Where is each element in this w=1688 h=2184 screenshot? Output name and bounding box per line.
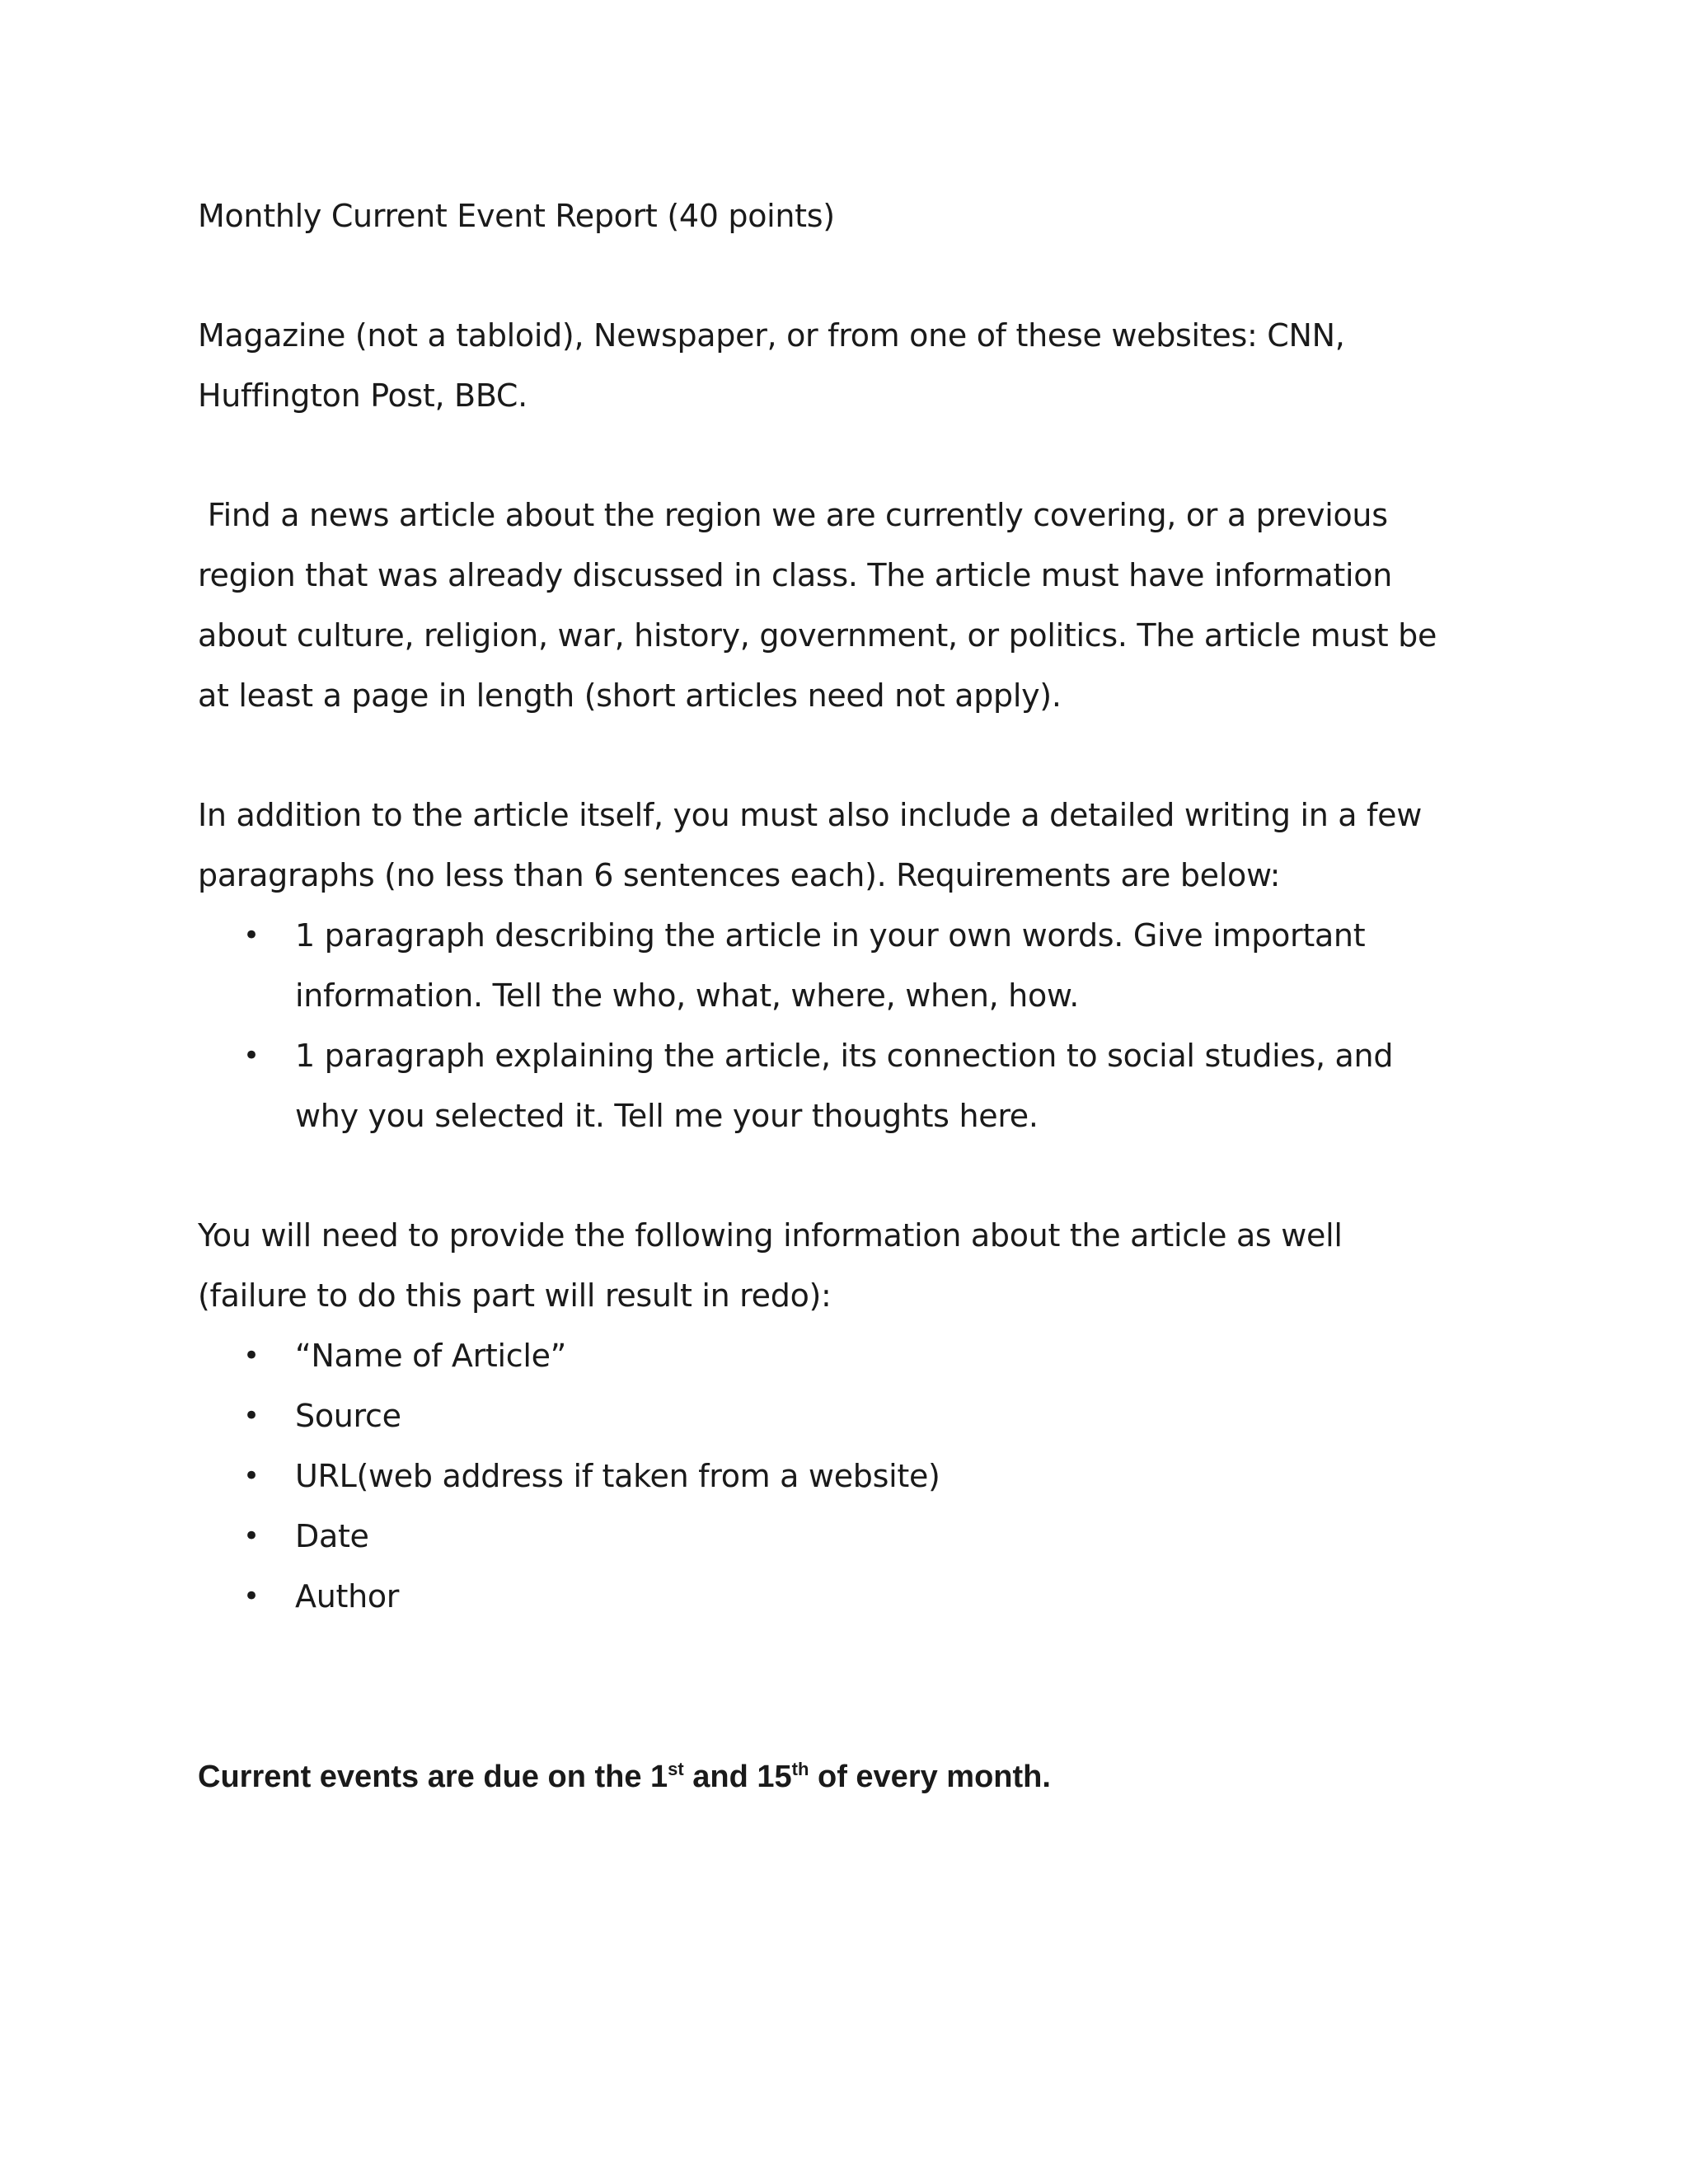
requirement-1-line-1: 1 paragraph describing the article in your own words. Give important <box>295 917 1366 954</box>
due-date-notice <box>198 1757 1051 1797</box>
due-date-part-1: Current events are due on the 1 <box>198 1760 668 1794</box>
bullet-icon: • <box>243 1580 260 1613</box>
writing-intro-line-2: paragraphs (no less than 6 sentences each). Requirements are below: <box>198 857 1281 893</box>
bullet-icon: • <box>243 1399 260 1432</box>
info-item-author: Author <box>295 1578 400 1615</box>
sources-line-2: Huffington Post, BBC. <box>198 377 528 414</box>
requirement-2-line-2: why you selected it. Tell me your thoughts here. <box>295 1098 1039 1134</box>
due-date-part-2: and 15 <box>683 1760 792 1794</box>
sources-line-1: Magazine (not a tabloid), Newspaper, or from one of these websites: CNN, <box>198 317 1345 354</box>
due-date-part-3: of every month. <box>809 1760 1051 1794</box>
instructions-line-3: about culture, religion, war, history, government, or politics. The article must be <box>198 617 1437 654</box>
info-intro-line-1: You will need to provide the following information about the article as well <box>198 1217 1343 1254</box>
instructions-line-2: region that was already discussed in class. The article must have information <box>198 557 1393 593</box>
bullet-icon: • <box>243 1039 260 1072</box>
info-item-name-of-article: “Name of Article” <box>295 1338 567 1374</box>
instructions-line-4: at least a page in length (short articles need not apply). <box>198 677 1062 714</box>
info-intro-line-2: (failure to do this part will result in redo): <box>198 1277 832 1314</box>
bullet-icon: • <box>243 919 260 952</box>
requirement-2-line-1: 1 paragraph explaining the article, its connection to social studies, and <box>295 1038 1394 1074</box>
writing-intro-line-1: In addition to the article itself, you must also include a detailed writing in a few <box>198 797 1422 833</box>
info-item-url: URL(web address if taken from a website) <box>295 1458 940 1494</box>
requirement-1-line-2: information. Tell the who, what, where, when, how. <box>295 977 1079 1014</box>
info-item-date: Date <box>295 1518 369 1554</box>
document-title: Monthly Current Event Report (40 points) <box>198 198 835 234</box>
bullet-icon: • <box>243 1460 260 1493</box>
due-date-sup-1: st <box>668 1759 684 1779</box>
bullet-icon: • <box>243 1339 260 1372</box>
info-item-source: Source <box>295 1398 401 1434</box>
bullet-icon: • <box>243 1520 260 1553</box>
instructions-line-1: Find a news article about the region we are currently covering, or a previous <box>198 497 1388 533</box>
due-date-sup-2: th <box>791 1759 809 1779</box>
